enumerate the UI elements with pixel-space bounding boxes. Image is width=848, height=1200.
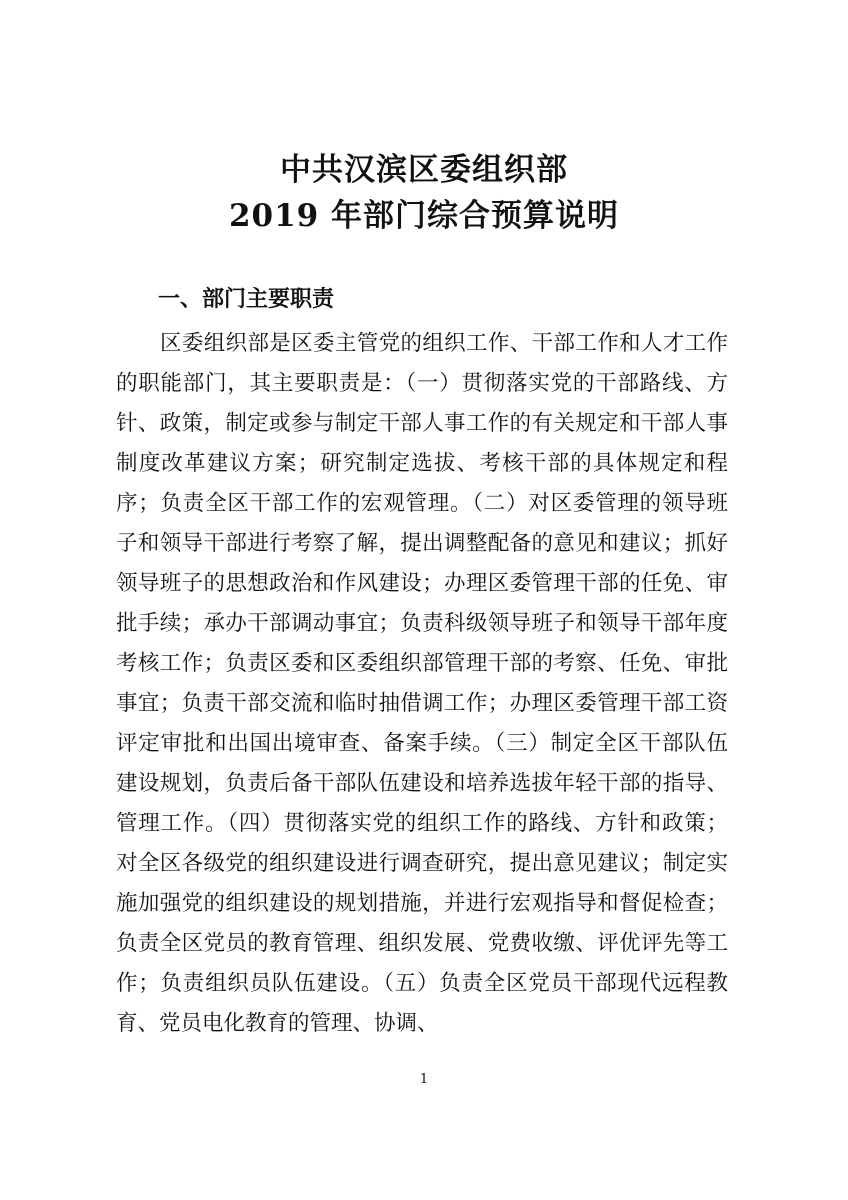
document-title-line2: 2019 年部门综合预算说明 (228, 198, 620, 234)
section-paragraph: 区委组织部是区委主管党的组织工作、干部工作和人才工作的职能部门，其主要职责是：（一）贯彻落实党的干部路线、方针、政策，制定或参与制定干部人事工作的有关规定和干部人事制度改革建议方案；研究制定选拔、考核干部的具体规定和程序；负责全区干部工作的宏观管理。（二）对区委管理的领导班子和领导干部进行考察了解，提出调整配备的意见和建议；抓好领导班子的思想政治和作风建设；办理区委管理干部的任免、审批手续；承办干部调动事宜；负责科级领导班子和领导干部年度考核工作；负责区委和区委组织部管理干部的考察、任免、审批事宜；负责干部交流和临时抽借调工作；办理区委管理干部工资评定审批和出国出境审查、备案手续。（三）制定全区干部队伍建设规划，负责后备干部队伍建设和培养选拔年轻干部的指导、管理工作。（四）贯彻落实党的组织工作的路线、方针和政策；对全区各级党的组织建设进行调查研究，提出意见建议；制定实施加强党的组织建设的规划措施，并进行宏观指导和督促检查；负责全区党员的教育管理、组织发展、党费收缴、评优评先等工作；负责组织员队伍建设。（五）负责全区党员干部现代远程教育、党员电化教育的管理、协调、 (116, 331, 728, 1036)
section-heading: 一、部门主要职责 (158, 287, 335, 312)
document-title-line1: 中共汉滨区委组织部 (280, 152, 568, 188)
page-number: 1 (419, 1072, 429, 1087)
